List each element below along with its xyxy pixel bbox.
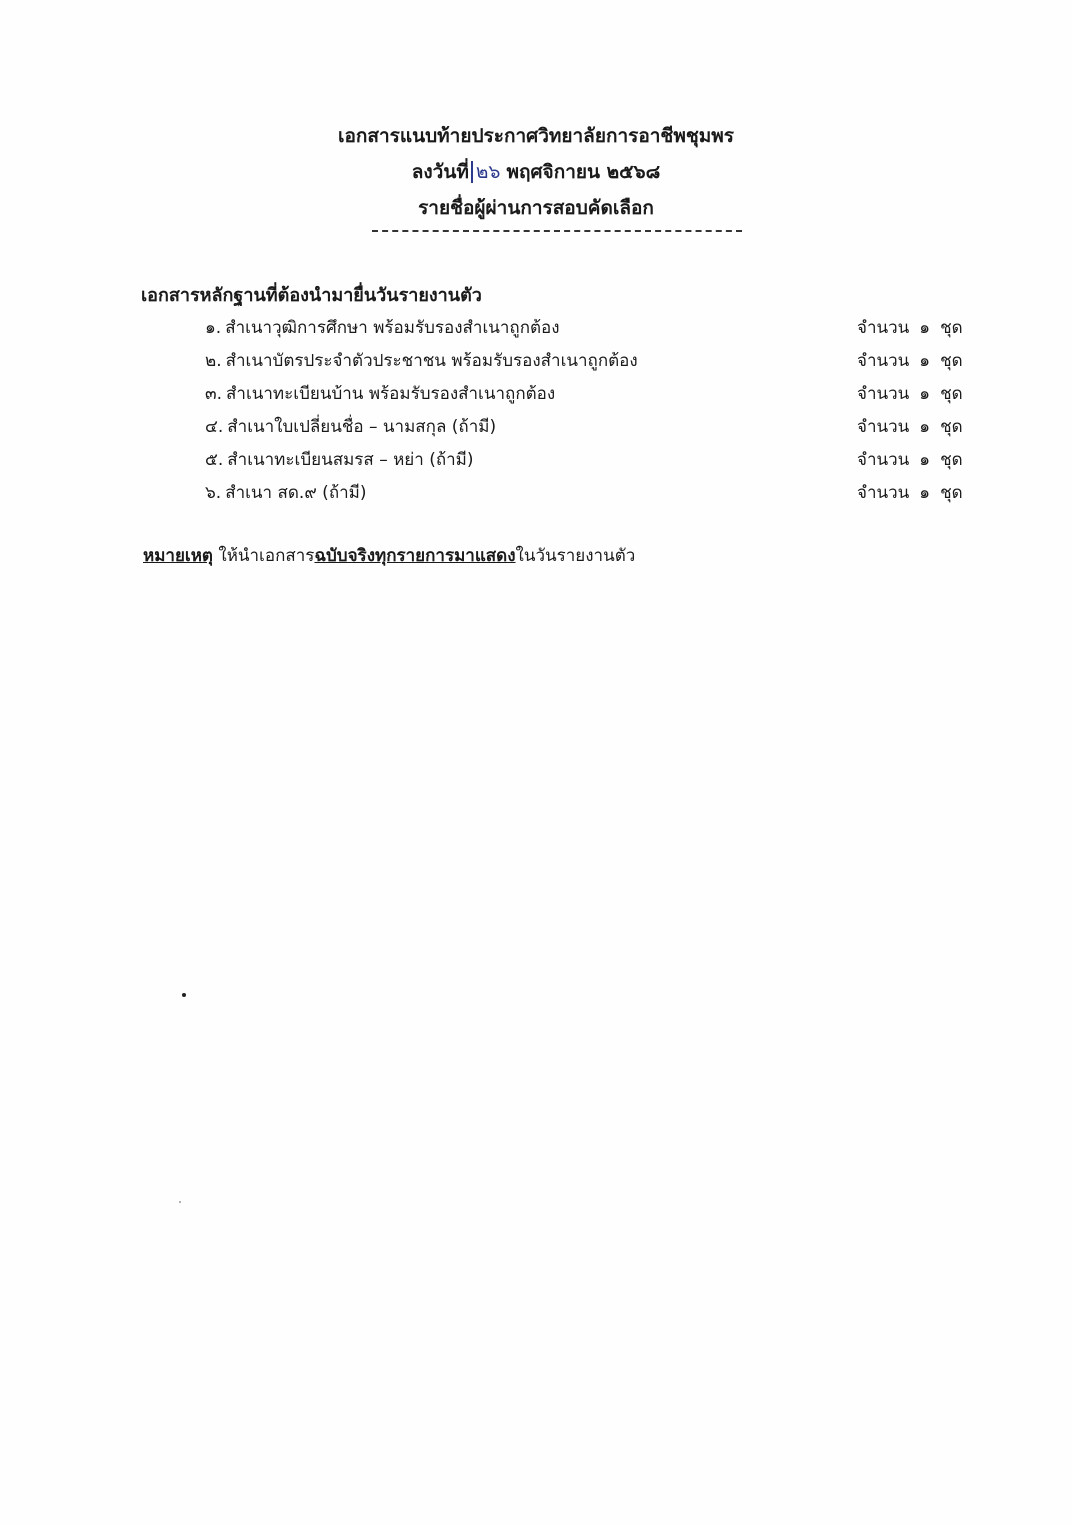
quantity-label: จำนวน [857, 450, 910, 470]
list-item [205, 378, 980, 411]
list-item-quantity [857, 312, 963, 345]
scan-speck [179, 1201, 181, 1203]
list-item-quantity [857, 411, 963, 444]
quantity-label: จำนวน [857, 384, 910, 404]
list-item-name: สำเนาทะเบียนสมรส – หย่า (ถ้ามี) [227, 450, 474, 470]
quantity-unit: ชุด [940, 483, 963, 503]
header-date-suffix: พฤศจิกายน ๒๕๖๘ [506, 161, 661, 183]
list-item-name: สำเนาทะเบียนบ้าน พร้อมรับรองสำเนาถูกต้อง [226, 384, 556, 404]
note-text-before: ให้นำเอกสาร [212, 546, 315, 566]
list-item [205, 411, 980, 444]
list-item-name: สำเนาใบเปลี่ยนชื่อ – นามสกุล (ถ้ามี) [227, 417, 497, 437]
quantity-value: ๑ [919, 483, 931, 503]
quantity-value: ๑ [919, 318, 931, 338]
quantity-label: จำนวน [857, 483, 910, 503]
list-item [205, 312, 980, 345]
note [143, 542, 635, 569]
list-item-name: สำเนา สด.๙ (ถ้ามี) [225, 483, 367, 503]
header-date-day: ๒๖ [471, 161, 501, 183]
list-item [205, 345, 980, 378]
note-label: หมายเหตุ [143, 546, 213, 566]
quantity-unit: ชุด [940, 450, 963, 470]
list-item-quantity [857, 378, 963, 411]
list-item-name: สำเนาวุฒิการศึกษา พร้อมรับรองสำเนาถูกต้อง [225, 318, 560, 338]
dashed-divider [372, 230, 742, 232]
header-title: เอกสารแนบท้ายประกาศวิทยาลัยการอาชีพชุมพร [337, 125, 734, 147]
quantity-value: ๑ [919, 384, 931, 404]
quantity-label: จำนวน [857, 318, 910, 338]
list-item-number: ๔. [205, 417, 224, 437]
quantity-unit: ชุด [940, 417, 963, 437]
note-text-after: ในวันรายงานตัว [515, 546, 636, 566]
list-item-quantity [857, 444, 963, 477]
header-subtitle: รายชื่อผู้ผ่านการสอบคัดเลือก [418, 197, 654, 219]
list-item-quantity [857, 477, 963, 510]
scan-speck [182, 993, 186, 997]
list-item-name: สำเนาบัตรประจำตัวประชาชน พร้อมรับรองสำเนาถูกต้อง [225, 351, 638, 371]
list-item-number: ๕. [205, 450, 224, 470]
section-title: เอกสารหลักฐานที่ต้องนำมายื่นวันรายงานตัว [141, 285, 482, 306]
document-list [205, 312, 980, 510]
note-emphasis: ฉบับจริงทุกรายการมาแสดง [314, 546, 516, 566]
list-item [205, 444, 980, 477]
quantity-label: จำนวน [857, 351, 910, 371]
quantity-value: ๑ [919, 417, 931, 437]
quantity-unit: ชุด [940, 318, 963, 338]
list-item-number: ๑. [205, 318, 222, 338]
list-item [205, 477, 980, 510]
list-item-number: ๓. [205, 384, 223, 404]
header-date-line [0, 154, 1072, 190]
quantity-unit: ชุด [940, 351, 963, 371]
quantity-value: ๑ [919, 351, 931, 371]
quantity-unit: ชุด [940, 384, 963, 404]
list-item-number: ๖. [205, 483, 222, 503]
header-date-prefix: ลงวันที่ [411, 161, 469, 183]
quantity-value: ๑ [919, 450, 931, 470]
quantity-label: จำนวน [857, 417, 910, 437]
list-item-quantity [857, 345, 963, 378]
list-item-number: ๒. [205, 351, 222, 371]
document-header [0, 118, 1072, 226]
